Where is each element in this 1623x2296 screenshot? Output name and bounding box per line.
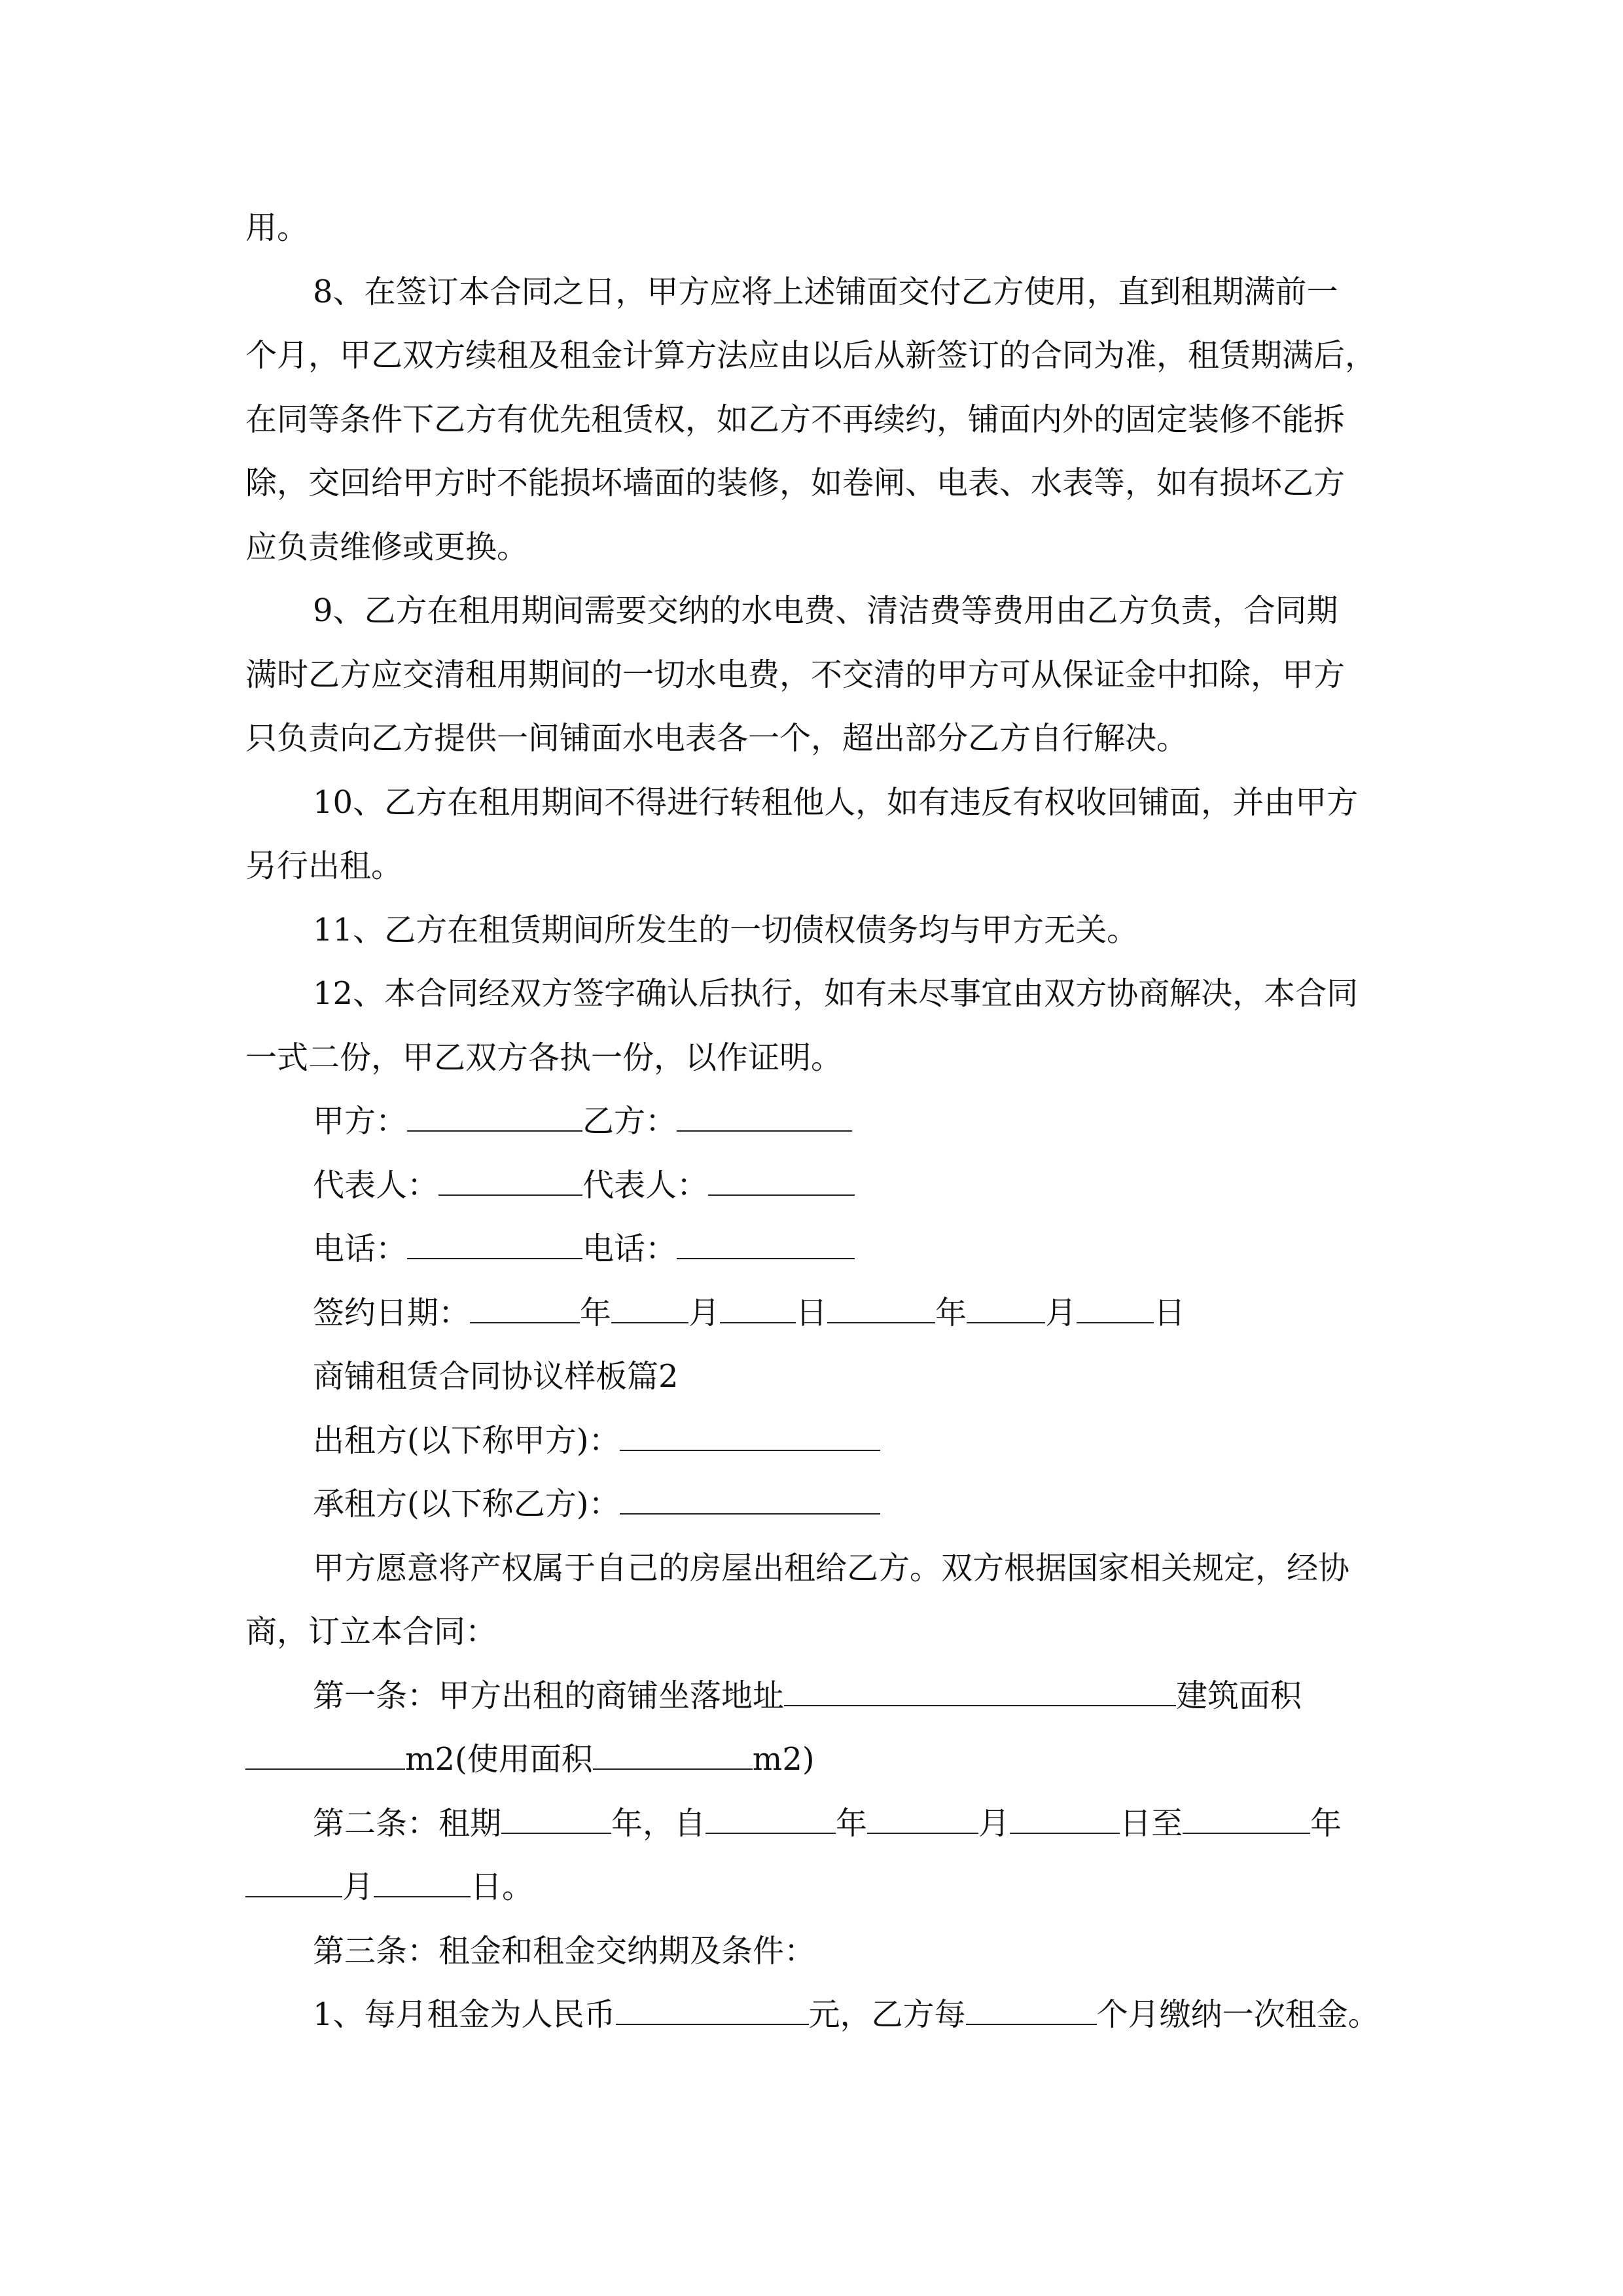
line-text: 应负责维修或更换。 [245, 528, 529, 565]
fill-in-blank[interactable] [784, 1666, 1176, 1706]
fill-in-blank[interactable] [1077, 1283, 1154, 1323]
text-line [245, 260, 1374, 324]
fill-in-blank[interactable] [611, 1283, 688, 1323]
line-text: 满时乙方应交清租用期间的一切水电费，不交清的甲方可从保证金中扣除，甲方 [245, 656, 1346, 693]
text-line [245, 771, 1374, 834]
fill-in-blank[interactable] [677, 1091, 852, 1132]
line-text: 一式二份，甲乙双方各执一份，以作证明。 [245, 1039, 843, 1076]
fill-in-blank[interactable] [967, 1283, 1045, 1323]
line-text: 年 [935, 1294, 967, 1331]
fill-in-blank[interactable] [966, 1984, 1097, 2025]
fill-in-blank[interactable] [245, 1729, 405, 1770]
line-text: 承租方(以下称乙方)： [313, 1486, 620, 1522]
line-text: 建筑面积 [1176, 1677, 1302, 1714]
text-line [245, 579, 1374, 643]
fill-in-blank[interactable] [407, 1219, 582, 1259]
line-text: 在同等条件下乙方有优先租赁权，如乙方不再续约，铺面内外的固定装修不能拆 [245, 401, 1346, 438]
text-line [245, 1792, 1374, 1856]
line-text: 乙方： [582, 1103, 677, 1139]
line-text: 元，乙方每 [808, 1996, 966, 2033]
line-text: 年 [580, 1294, 612, 1331]
line-text: 除，交回给甲方时不能损坏墙面的装修，如卷闸、电表、水表等，如有损坏乙方 [245, 465, 1346, 501]
line-text: 甲方： [313, 1103, 408, 1139]
line-text: 另行出租。 [245, 848, 403, 884]
fill-in-blank[interactable] [593, 1729, 753, 1770]
fill-in-blank[interactable] [407, 1091, 582, 1132]
text-line [245, 1537, 1374, 1600]
text-line [245, 1856, 1374, 1919]
text-line [245, 1154, 1374, 1217]
fill-in-blank[interactable] [616, 1984, 809, 2025]
text-line [245, 1473, 1374, 1536]
line-text: 12、本合同经双方签字确认后执行，如有未尽事宜由双方协商解决，本合同 [313, 975, 1359, 1012]
fill-in-blank[interactable] [720, 1283, 796, 1323]
fill-in-blank[interactable] [867, 1793, 978, 1834]
line-text: 日。 [471, 1869, 534, 1905]
line-text: 年 [1310, 1804, 1342, 1842]
text-line [245, 1409, 1374, 1473]
text-line [245, 899, 1374, 962]
line-text: 月 [1045, 1294, 1077, 1331]
line-text: 1、每月租金为人民币 [313, 1996, 616, 2033]
fill-in-blank[interactable] [501, 1793, 611, 1834]
line-text: 第一条：甲方出租的商铺坐落地址 [313, 1677, 785, 1714]
fill-in-blank[interactable] [245, 1857, 342, 1897]
text-line [245, 962, 1374, 1026]
line-text: 月 [978, 1804, 1010, 1842]
line-text: 8、在签订本合同之日，甲方应将上述铺面交付乙方使用，直到租期满前一 [313, 273, 1338, 310]
line-text: 9、乙方在租用期间需要交纳的水电费、清洁费等费用由乙方负责，合同期 [313, 592, 1338, 629]
text-line [245, 388, 1374, 452]
text-line [245, 1345, 1374, 1408]
fill-in-blank[interactable] [620, 1410, 880, 1451]
line-text: m2) [752, 1741, 815, 1778]
line-text: 用。 [245, 209, 309, 246]
fill-in-blank[interactable] [708, 1155, 855, 1196]
line-text: 月 [342, 1869, 374, 1905]
fill-in-blank[interactable] [705, 1793, 836, 1834]
line-text: 日 [1154, 1294, 1186, 1331]
line-text: 个月，甲乙双方续租及租金计算方法应由以后从新签订的合同为准，租赁期满后， [245, 337, 1377, 374]
line-text: 11、乙方在租赁期间所发生的一切债权债务均与甲方无关。 [313, 911, 1139, 948]
fill-in-blank[interactable] [438, 1155, 582, 1196]
line-text: 第二条：租期 [313, 1804, 502, 1842]
text-line [245, 643, 1374, 707]
line-text: 出租方(以下称甲方)： [313, 1422, 620, 1459]
line-text: 10、乙方在租用期间不得进行转租他人，如有违反有权收回铺面，并由甲方 [313, 783, 1359, 821]
line-text: 甲方愿意将产权属于自己的房屋出租给乙方。双方根据国家相关规定，经协 [313, 1549, 1350, 1587]
text-line [245, 1983, 1380, 2047]
fill-in-blank[interactable] [470, 1283, 580, 1323]
line-text: 只负责向乙方提供一间铺面水电表各一个，超出部分乙方自行解决。 [245, 720, 1188, 757]
text-line [245, 707, 1374, 770]
line-text: 电话： [582, 1230, 677, 1267]
line-text: 电话： [313, 1230, 408, 1267]
line-text: 年 [836, 1804, 868, 1842]
text-line [245, 1600, 1374, 1664]
text-line [245, 196, 1374, 260]
text-line [245, 324, 1377, 387]
line-text: 商铺租赁合同协议样板篇2 [313, 1358, 679, 1395]
fill-in-blank[interactable] [374, 1857, 471, 1897]
text-line [245, 516, 1374, 579]
line-text: 签约日期： [313, 1294, 471, 1331]
line-text: 年，自 [611, 1804, 706, 1842]
fill-in-blank[interactable] [620, 1474, 880, 1515]
line-text: 个月缴纳一次租金。 [1096, 1996, 1380, 2033]
line-text: 月 [688, 1294, 721, 1331]
fill-in-blank[interactable] [827, 1283, 935, 1323]
line-text: 代表人： [313, 1166, 439, 1204]
line-text: 日 [796, 1294, 828, 1331]
line-text: 商，订立本合同： [245, 1613, 497, 1650]
fill-in-blank[interactable] [1010, 1793, 1120, 1834]
fill-in-blank[interactable] [677, 1219, 855, 1259]
text-line [245, 1026, 1374, 1090]
line-text: 代表人： [582, 1166, 709, 1204]
line-text: 第三条：租金和租金交纳期及条件： [313, 1932, 816, 1969]
text-line [245, 1664, 1374, 1728]
text-line [245, 1920, 1374, 1983]
line-text: 日至 [1120, 1804, 1183, 1842]
text-line [245, 834, 1374, 898]
text-line [245, 1728, 1374, 1791]
text-line [245, 1090, 1374, 1153]
text-line [245, 1282, 1374, 1345]
line-text: m2(使用面积 [405, 1741, 593, 1778]
text-line [245, 452, 1374, 515]
fill-in-blank[interactable] [1183, 1793, 1310, 1834]
text-line [245, 1217, 1374, 1281]
